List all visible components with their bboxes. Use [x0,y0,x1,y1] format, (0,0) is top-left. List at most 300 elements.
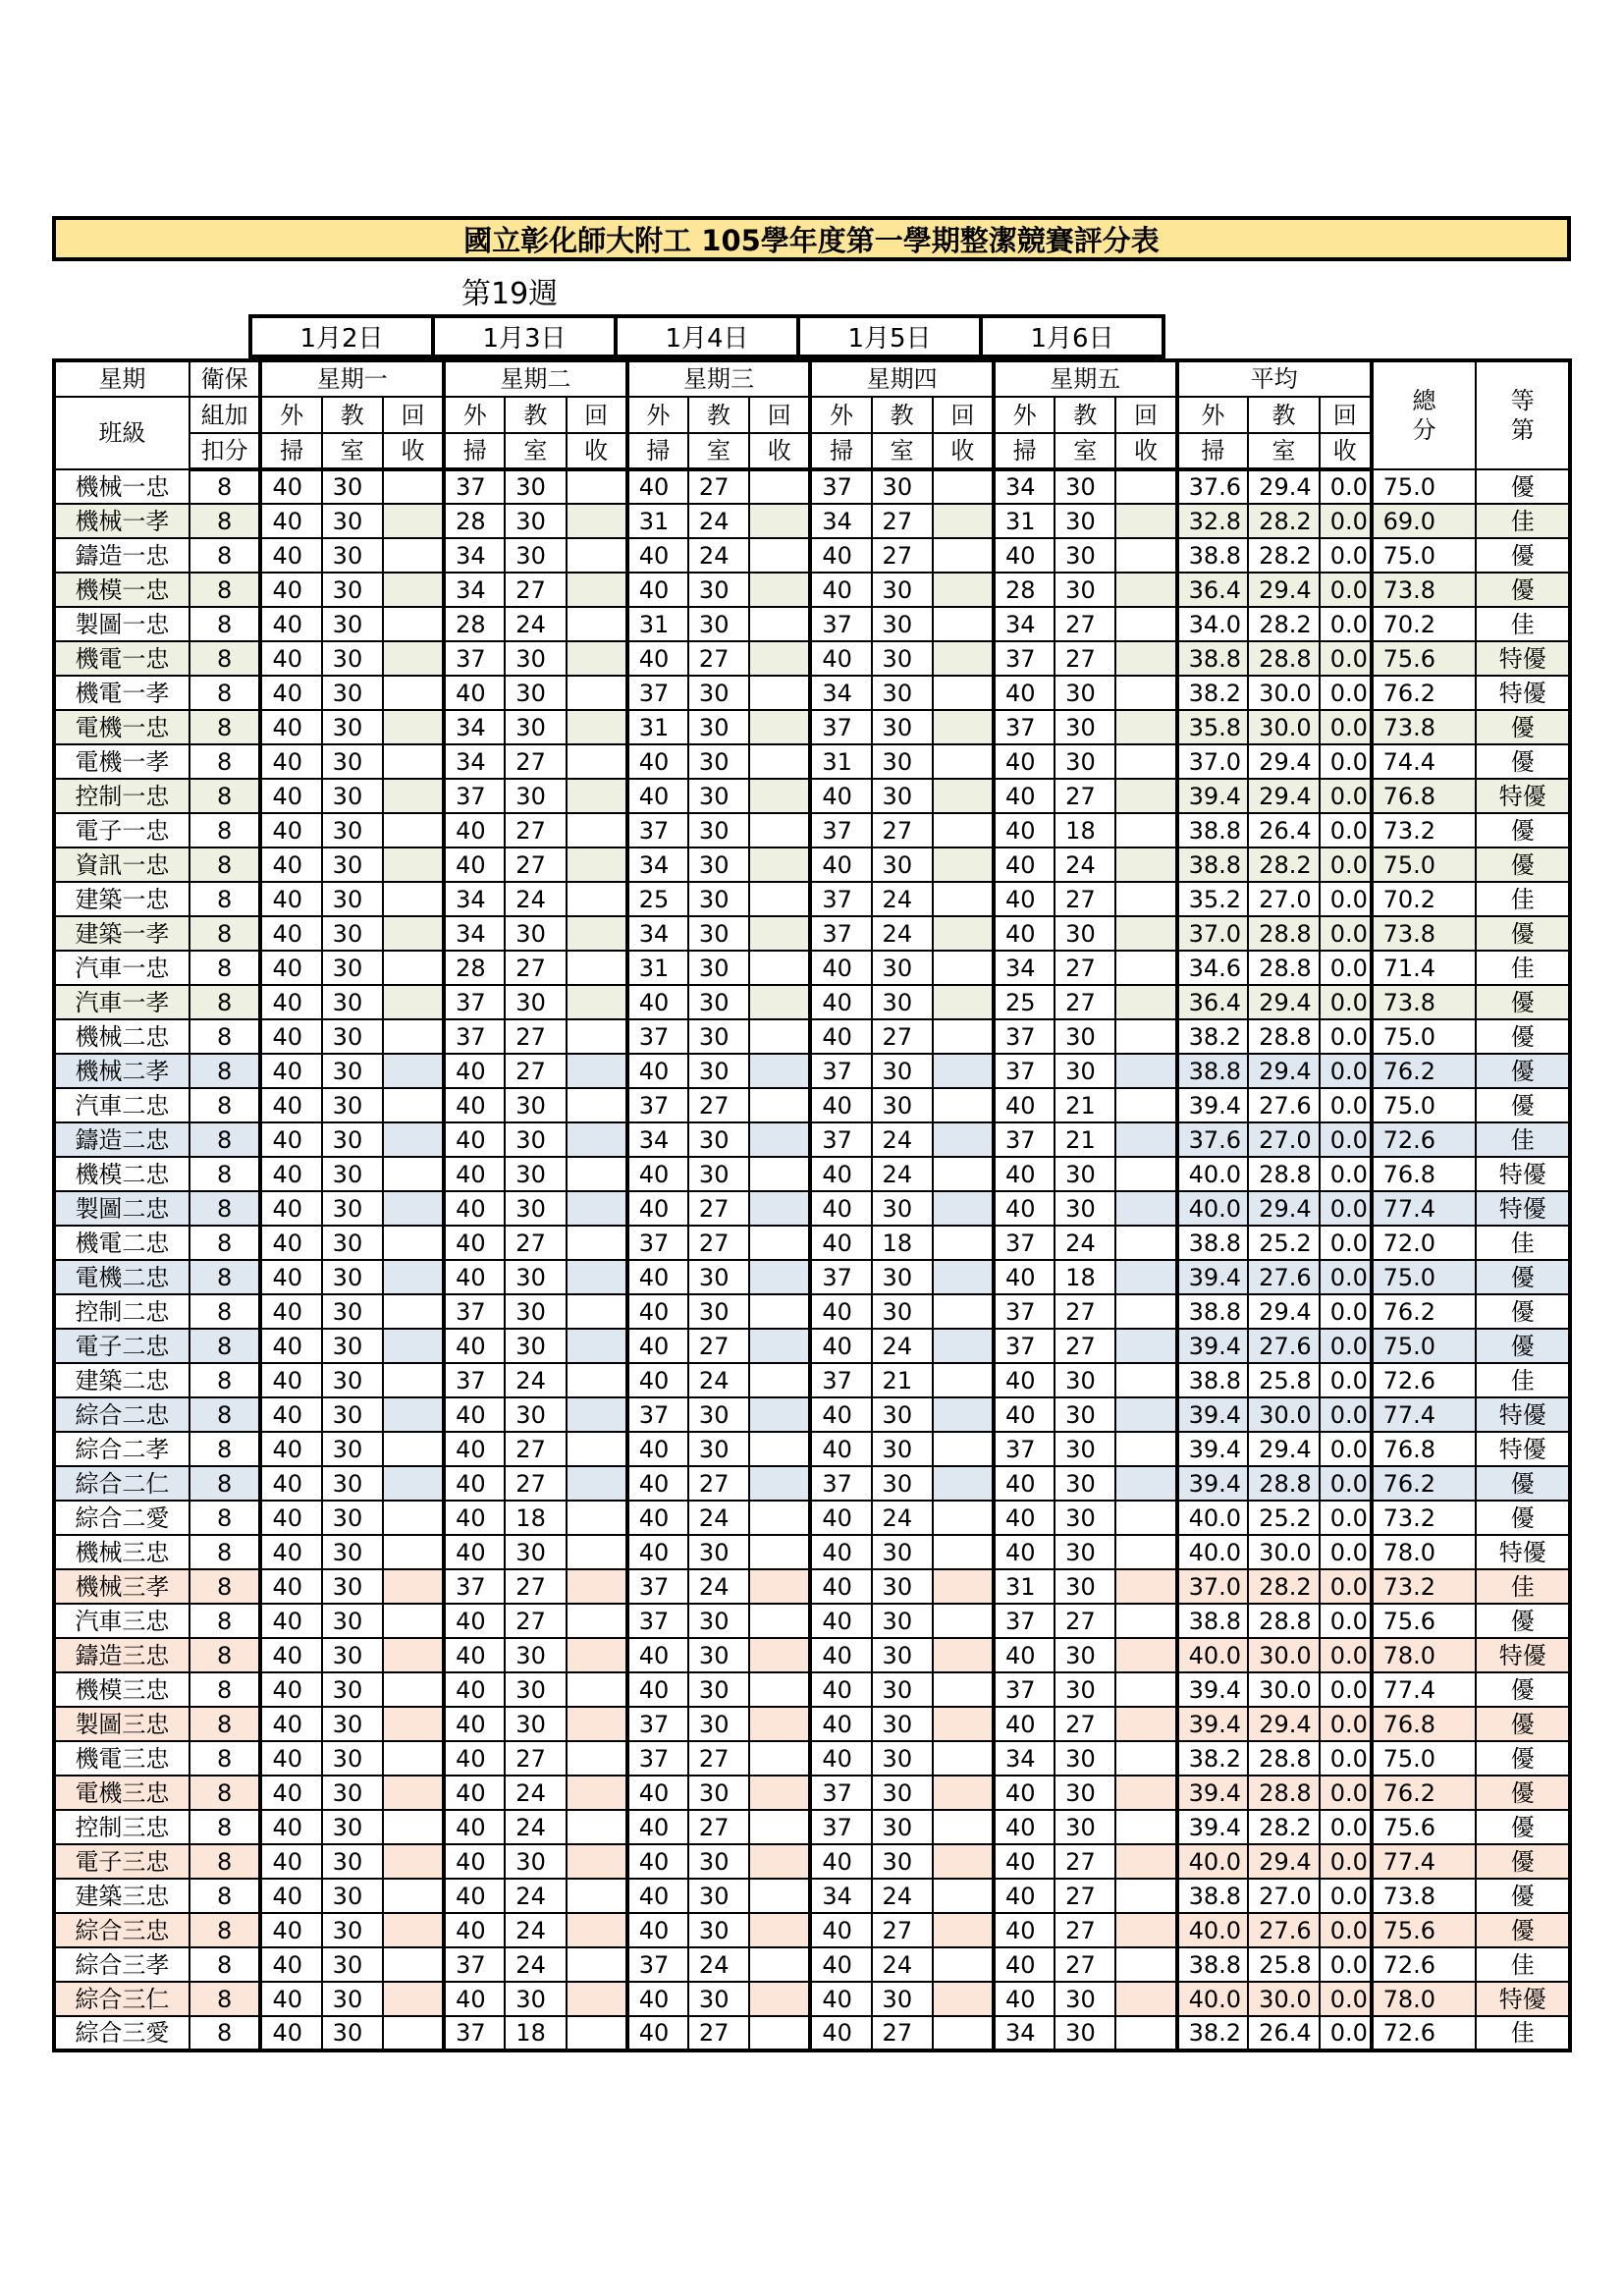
avg-cell: 29.4 [1248,1054,1320,1088]
score-cell: 30 [1055,744,1115,779]
score-cell: 24 [688,1501,749,1535]
score-cell: 27 [688,1088,749,1122]
score-cell [383,1810,444,1844]
score-cell [1115,1329,1176,1363]
score-cell: 37 [810,1122,871,1157]
score-cell: 37 [994,641,1055,676]
total-cell: 70.2 [1372,607,1477,641]
score-cell: 28 [994,573,1055,607]
avg-cell: 37.6 [1177,469,1249,504]
score-cell: 27 [872,504,933,538]
score-cell: 27 [1055,1844,1115,1879]
score-cell: 30 [872,1741,933,1776]
score-cell [933,469,994,504]
score-cell: 30 [688,1879,749,1913]
score-cell: 28 [444,607,505,641]
grade-cell: 優 [1476,469,1570,504]
score-cell: 40 [260,985,321,1019]
score-cell: 30 [688,1397,749,1432]
score-cell: 30 [1055,1776,1115,1810]
score-cell [383,847,444,882]
score-cell: 30 [1055,1982,1115,2016]
score-cell: 40 [260,538,321,573]
score-cell [567,1776,627,1810]
avg-cell: 0.0 [1320,710,1372,744]
score-cell: 30 [688,1157,749,1191]
avg-cell: 40.0 [1177,1501,1249,1535]
bonus-cell: 8 [189,779,261,813]
score-cell: 30 [322,1913,383,1947]
score-cell: 40 [994,882,1055,916]
bonus-cell: 8 [189,641,261,676]
score-cell: 27 [872,2016,933,2050]
avg-cell: 32.8 [1177,504,1249,538]
avg-cell: 37.0 [1177,744,1249,779]
score-cell: 30 [322,1638,383,1672]
score-cell: 40 [260,1604,321,1638]
score-cell: 34 [994,469,1055,504]
bonus-cell: 8 [189,710,261,744]
score-cell: 24 [505,1879,566,1913]
score-cell: 40 [260,744,321,779]
score-cell [933,1535,994,1569]
score-cell: 40 [260,1397,321,1432]
score-cell [749,1604,810,1638]
avg-cell: 38.2 [1177,1019,1249,1054]
score-cell: 40 [627,1535,688,1569]
score-cell [1115,1604,1176,1638]
score-cell [567,504,627,538]
score-cell: 40 [260,813,321,847]
bonus-cell: 8 [189,1397,261,1432]
subheader-cell: 收 [567,433,627,469]
score-cell: 40 [260,1569,321,1604]
score-cell: 40 [260,1741,321,1776]
subheader-cell: 掃 [810,433,871,469]
avg-cell: 0.0 [1320,744,1372,779]
bonus-cell: 8 [189,469,261,504]
score-cell: 37 [627,1397,688,1432]
grade-cell: 優 [1476,1294,1570,1329]
score-cell: 37 [810,1776,871,1810]
score-cell [749,916,810,951]
grade-cell: 優 [1476,1019,1570,1054]
score-cell: 40 [994,1638,1055,1672]
score-cell [567,1810,627,1844]
score-cell: 40 [260,676,321,710]
table-row [54,1672,1570,1707]
date-cell: 1月2日 [250,316,433,356]
score-cell: 30 [688,1707,749,1741]
score-cell: 30 [688,1535,749,1569]
grade-cell: 特優 [1476,1157,1570,1191]
score-cell: 30 [688,1913,749,1947]
avg-cell: 28.8 [1248,951,1320,985]
score-cell: 31 [627,504,688,538]
avg-cell: 28.2 [1248,607,1320,641]
score-cell [749,1329,810,1363]
score-cell: 40 [444,1535,505,1569]
score-cell [749,1501,810,1535]
score-cell [383,1913,444,1947]
class-name-cell: 控制一忠 [54,779,189,813]
class-name-cell: 鑄造二忠 [54,1122,189,1157]
score-cell: 27 [1055,1913,1115,1947]
score-cell: 30 [1055,1191,1115,1226]
subheader-cell: 教 [1248,397,1320,433]
score-cell: 40 [810,951,871,985]
grade-cell: 佳 [1476,951,1570,985]
score-cell: 28 [444,951,505,985]
score-cell: 27 [505,744,566,779]
score-cell: 30 [505,916,566,951]
score-cell [383,1397,444,1432]
bonus-cell: 8 [189,1776,261,1810]
date-cell: 1月3日 [433,316,616,356]
avg-cell: 29.4 [1248,985,1320,1019]
total-cell: 72.6 [1372,1363,1477,1397]
score-cell: 24 [688,504,749,538]
score-cell [383,469,444,504]
score-cell [1115,573,1176,607]
avg-cell: 0.0 [1320,951,1372,985]
score-cell [1115,538,1176,573]
score-cell: 30 [322,1019,383,1054]
score-cell: 27 [688,469,749,504]
table-row [54,538,1570,573]
total-cell: 78.0 [1372,1535,1477,1569]
score-cell: 30 [872,1638,933,1672]
score-cell [383,573,444,607]
bonus-cell: 8 [189,1913,261,1947]
score-cell: 24 [872,1501,933,1535]
avg-cell: 0.0 [1320,1260,1372,1294]
score-table [52,358,1572,2052]
avg-cell: 40.0 [1177,1913,1249,1947]
avg-cell: 37.0 [1177,1569,1249,1604]
grade-cell: 優 [1476,1913,1570,1947]
bonus-cell: 8 [189,985,261,1019]
score-cell: 27 [1055,985,1115,1019]
bonus-cell: 8 [189,676,261,710]
table-row [54,1776,1570,1810]
table-row [54,744,1570,779]
score-cell [749,813,810,847]
score-cell: 40 [444,1397,505,1432]
bonus-cell: 8 [189,1019,261,1054]
score-cell: 40 [627,1260,688,1294]
score-cell: 37 [444,779,505,813]
score-cell: 40 [627,1844,688,1879]
avg-cell: 0.0 [1320,1844,1372,1879]
score-cell: 40 [444,1260,505,1294]
score-cell: 40 [260,1844,321,1879]
score-cell: 30 [322,1844,383,1879]
grade-cell: 優 [1476,710,1570,744]
score-cell: 37 [627,1947,688,1982]
score-cell: 30 [872,1397,933,1432]
score-cell [383,1019,444,1054]
score-cell: 30 [1055,1535,1115,1569]
avg-cell: 28.8 [1248,1741,1320,1776]
subheader-cell: 室 [505,433,566,469]
score-cell: 30 [322,1363,383,1397]
score-cell [383,916,444,951]
grade-cell: 優 [1476,1879,1570,1913]
score-cell [383,1776,444,1810]
score-cell: 40 [444,676,505,710]
score-cell: 30 [688,573,749,607]
bonus-cell: 8 [189,1226,261,1260]
table-row [54,882,1570,916]
class-name-cell: 機電三忠 [54,1741,189,1776]
score-cell [749,1054,810,1088]
subheader-cell: 室 [1055,433,1115,469]
avg-cell: 25.8 [1248,1947,1320,1982]
avg-cell: 0.0 [1320,1019,1372,1054]
score-cell: 27 [505,573,566,607]
class-label: 班級 [54,397,189,469]
score-cell: 30 [322,1329,383,1363]
score-cell: 27 [1055,641,1115,676]
table-row [54,779,1570,813]
class-name-cell: 綜合二忠 [54,1397,189,1432]
score-cell [933,1672,994,1707]
score-cell [1115,676,1176,710]
class-name-cell: 機電一忠 [54,641,189,676]
table-row [54,1466,1570,1501]
score-cell: 18 [1055,813,1115,847]
score-cell: 40 [444,1501,505,1535]
score-cell [933,1432,994,1466]
bonus-cell: 8 [189,1569,261,1604]
score-cell [933,1226,994,1260]
avg-cell: 27.6 [1248,1913,1320,1947]
score-cell [567,1913,627,1947]
score-cell: 40 [994,1913,1055,1947]
score-cell: 30 [872,1088,933,1122]
score-cell: 30 [872,951,933,985]
score-cell [1115,882,1176,916]
score-cell [749,744,810,779]
total-cell: 73.8 [1372,573,1477,607]
score-cell: 34 [627,916,688,951]
score-cell: 30 [322,985,383,1019]
avg-cell: 30.0 [1248,1672,1320,1707]
score-cell [383,641,444,676]
score-cell [933,1604,994,1638]
score-cell [933,1260,994,1294]
score-cell [749,985,810,1019]
class-name-cell: 機械三孝 [54,1569,189,1604]
score-cell: 40 [260,1879,321,1913]
total-cell: 75.6 [1372,641,1477,676]
score-cell [933,1913,994,1947]
score-cell: 27 [1055,882,1115,916]
score-cell: 40 [444,1604,505,1638]
score-cell: 40 [260,1707,321,1741]
score-cell [933,951,994,985]
bonus-cell: 8 [189,1432,261,1466]
avg-cell: 0.0 [1320,504,1372,538]
score-cell: 27 [505,1432,566,1466]
grade-cell: 優 [1476,1088,1570,1122]
total-cell: 75.0 [1372,1741,1477,1776]
score-cell [1115,641,1176,676]
score-cell: 40 [627,469,688,504]
score-cell: 40 [444,1432,505,1466]
score-cell: 37 [994,1054,1055,1088]
score-cell: 24 [872,1329,933,1363]
score-cell: 18 [1055,1260,1115,1294]
score-cell: 27 [688,1810,749,1844]
score-cell [1115,2016,1176,2050]
score-cell: 30 [688,882,749,916]
score-cell [1115,813,1176,847]
bonus-cell: 8 [189,573,261,607]
avg-cell: 0.0 [1320,1776,1372,1810]
score-cell: 40 [810,1088,871,1122]
avg-cell: 30.0 [1248,710,1320,744]
avg-cell: 28.2 [1248,504,1320,538]
score-cell: 34 [444,916,505,951]
score-cell: 40 [444,1466,505,1501]
score-cell: 30 [688,985,749,1019]
score-cell: 27 [505,1054,566,1088]
score-cell: 30 [322,847,383,882]
score-cell [933,847,994,882]
score-cell [933,1088,994,1122]
bonus-cell: 8 [189,1054,261,1088]
class-name-cell: 機械三忠 [54,1535,189,1569]
score-cell [567,1226,627,1260]
avg-cell: 0.0 [1320,1054,1372,1088]
bonus-cell: 8 [189,1672,261,1707]
score-cell: 37 [444,1019,505,1054]
score-cell: 40 [260,951,321,985]
subheader-cell: 室 [688,433,749,469]
total-cell: 72.0 [1372,1226,1477,1260]
score-cell [1115,1157,1176,1191]
score-cell [1115,1294,1176,1329]
grade-cell: 優 [1476,1844,1570,1879]
score-cell: 40 [627,1466,688,1501]
grade-cell: 佳 [1476,1947,1570,1982]
score-cell: 30 [505,1535,566,1569]
score-cell: 40 [810,1501,871,1535]
score-cell: 30 [1055,2016,1115,2050]
avg-cell: 0.0 [1320,1638,1372,1672]
score-cell: 40 [994,744,1055,779]
score-cell [1115,916,1176,951]
score-cell: 24 [872,1157,933,1191]
table-row [54,1054,1570,1088]
score-cell [1115,1397,1176,1432]
class-name-cell: 建築二忠 [54,1363,189,1397]
avg-cell: 0.0 [1320,1226,1372,1260]
score-cell: 30 [505,779,566,813]
score-cell [933,710,994,744]
score-cell: 30 [505,1397,566,1432]
class-name-cell: 資訊一忠 [54,847,189,882]
table-row [54,1844,1570,1879]
score-cell: 34 [810,504,871,538]
avg-cell: 0.0 [1320,1191,1372,1226]
score-cell: 40 [260,1122,321,1157]
bonus-cell: 8 [189,813,261,847]
avg-cell: 0.0 [1320,1741,1372,1776]
score-cell: 30 [872,573,933,607]
avg-cell: 39.4 [1177,1776,1249,1810]
avg-cell: 29.4 [1248,1432,1320,1466]
score-cell: 37 [994,1019,1055,1054]
score-cell: 40 [444,1913,505,1947]
score-cell [383,1879,444,1913]
grade-cell: 特優 [1476,1191,1570,1226]
score-cell: 30 [872,469,933,504]
avg-cell: 38.8 [1177,538,1249,573]
avg-cell: 0.0 [1320,1363,1372,1397]
score-cell: 30 [322,1501,383,1535]
score-cell: 34 [627,1122,688,1157]
score-cell: 30 [872,710,933,744]
avg-cell: 29.4 [1248,573,1320,607]
score-cell [567,1329,627,1363]
score-cell: 37 [627,1019,688,1054]
avg-cell: 37.0 [1177,916,1249,951]
score-cell: 30 [505,676,566,710]
score-cell: 25 [627,882,688,916]
score-cell [1115,1707,1176,1741]
avg-cell: 0.0 [1320,1157,1372,1191]
grade-cell: 佳 [1476,607,1570,641]
score-cell [933,1501,994,1535]
bonus-cell: 8 [189,1157,261,1191]
score-cell: 37 [627,1569,688,1604]
score-cell: 30 [872,1535,933,1569]
score-cell: 30 [322,710,383,744]
score-cell: 30 [872,1466,933,1501]
avg-cell: 0.0 [1320,1466,1372,1501]
avg-cell: 27.6 [1248,1329,1320,1363]
class-name-cell: 鑄造三忠 [54,1638,189,1672]
score-cell: 27 [505,1226,566,1260]
avg-cell: 40.0 [1177,1535,1249,1569]
score-cell: 30 [688,1432,749,1466]
score-cell: 27 [1055,1604,1115,1638]
table-row [54,813,1570,847]
bonus-label: 組加 [189,397,261,433]
date-cell: 1月5日 [798,316,981,356]
grade-cell: 優 [1476,1672,1570,1707]
table-row [54,641,1570,676]
score-cell: 27 [1055,1329,1115,1363]
score-cell: 40 [994,1810,1055,1844]
subheader-cell: 教 [322,397,383,433]
score-cell: 40 [260,1535,321,1569]
score-cell [1115,1054,1176,1088]
score-cell: 24 [872,1947,933,1982]
avg-cell: 39.4 [1177,1397,1249,1432]
score-cell [1115,1741,1176,1776]
score-cell [567,813,627,847]
score-cell: 30 [1055,469,1115,504]
score-cell [933,1741,994,1776]
score-cell: 30 [505,1982,566,2016]
score-cell: 37 [627,1604,688,1638]
score-cell: 34 [627,847,688,882]
score-cell: 30 [322,779,383,813]
